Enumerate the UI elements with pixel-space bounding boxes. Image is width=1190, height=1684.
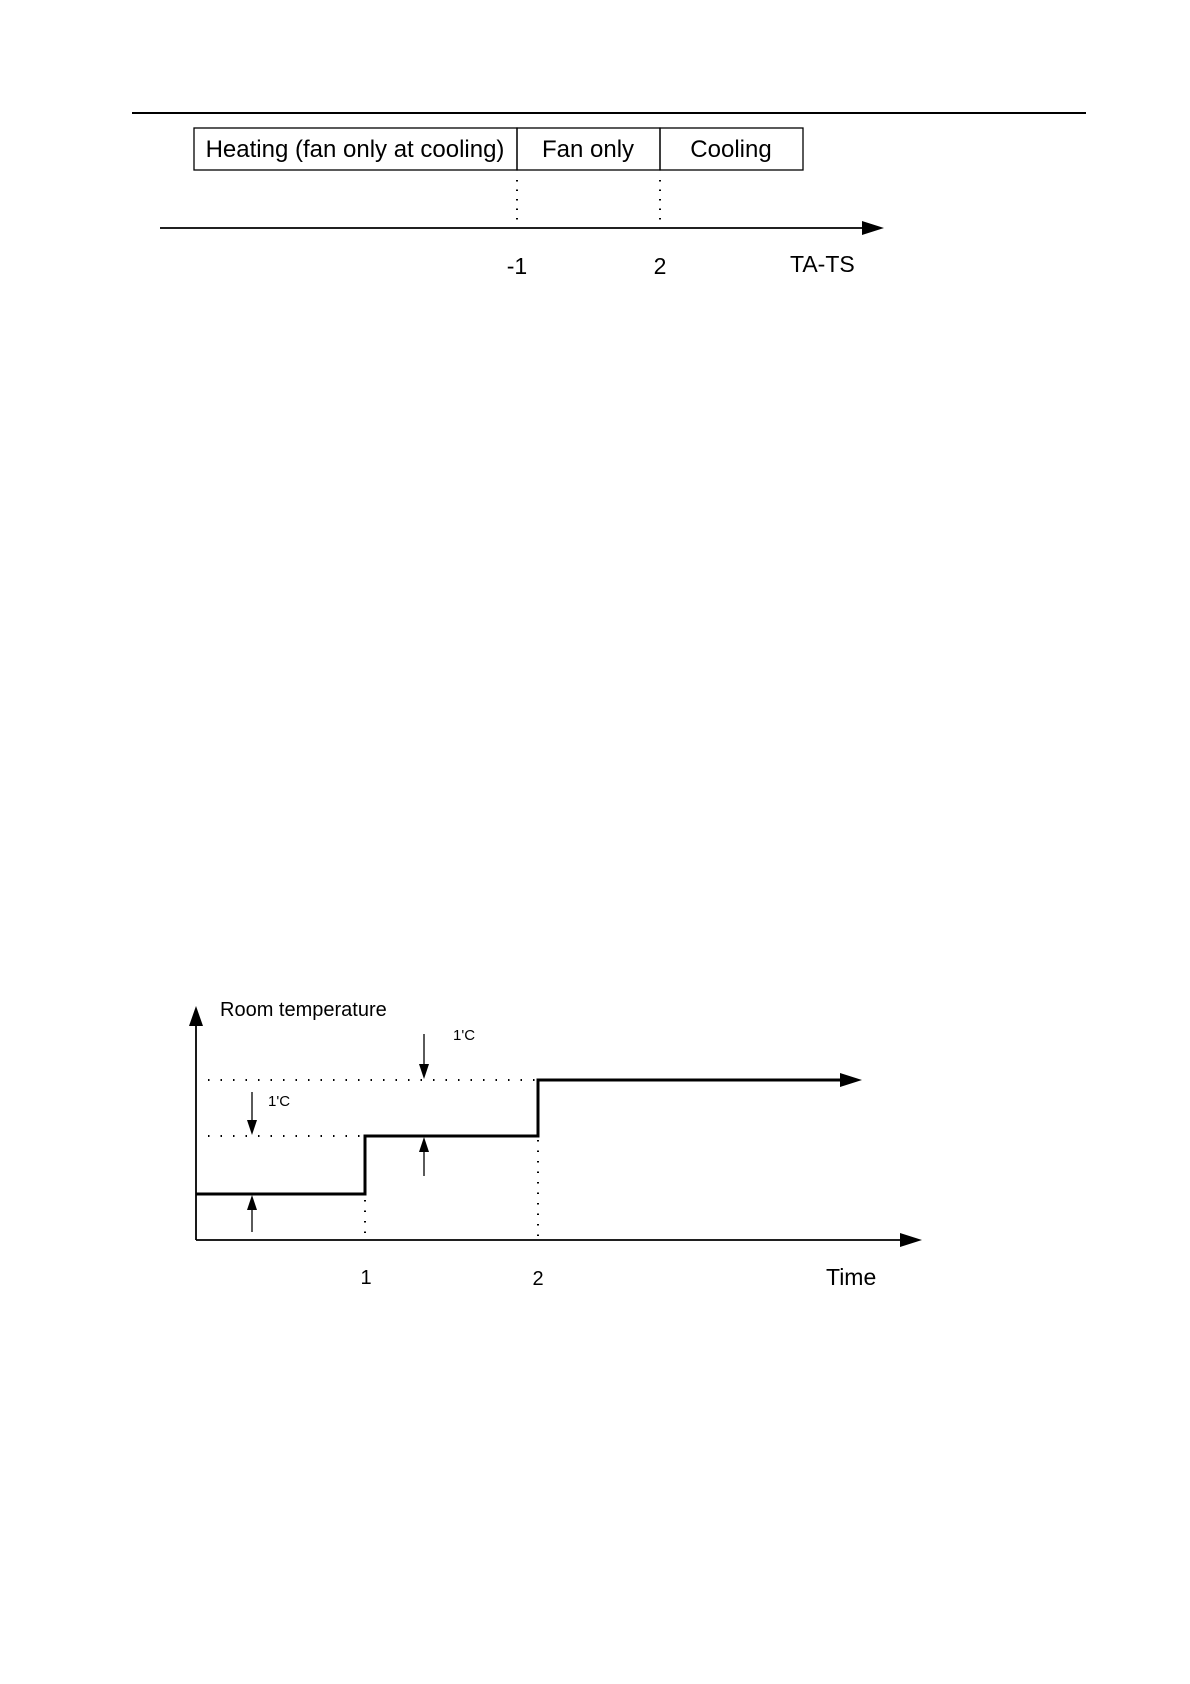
mode-diagram xyxy=(0,0,1190,300)
ta-ts-axis-label: TA-TS xyxy=(790,251,855,277)
mode-label-fan-only: Fan only xyxy=(541,136,635,163)
y-axis-label: Room temperature xyxy=(220,999,387,1021)
x-axis-label: Time xyxy=(826,1264,877,1290)
threshold-label-minus1: -1 xyxy=(506,253,528,279)
mode-label-cooling: Cooling xyxy=(690,136,772,163)
threshold-label-2: 2 xyxy=(653,253,667,279)
y-axis-arrowhead xyxy=(189,1006,203,1026)
x-tick-label-1: 1 xyxy=(360,1267,372,1289)
ta-ts-axis-arrowhead xyxy=(862,221,884,235)
step-arrow-upper-down-head xyxy=(419,1064,429,1079)
step-arrow-lower-up-head xyxy=(247,1195,257,1210)
step-annotation-upper: 1'C xyxy=(453,1027,476,1044)
mode-table xyxy=(194,128,803,170)
x-axis-arrowhead xyxy=(900,1233,922,1247)
mode-label-heating: Heating (fan only at cooling) xyxy=(205,136,505,163)
step-arrow-lower-down-head xyxy=(247,1120,257,1135)
step-arrow-upper-up-head xyxy=(419,1137,429,1152)
step-annotation-lower: 1'C xyxy=(268,1093,291,1110)
room-temperature-step-graph xyxy=(0,980,1190,1300)
temperature-line-arrowhead xyxy=(840,1073,862,1087)
temperature-step-line xyxy=(196,1080,845,1194)
x-tick-label-2: 2 xyxy=(532,1268,544,1290)
